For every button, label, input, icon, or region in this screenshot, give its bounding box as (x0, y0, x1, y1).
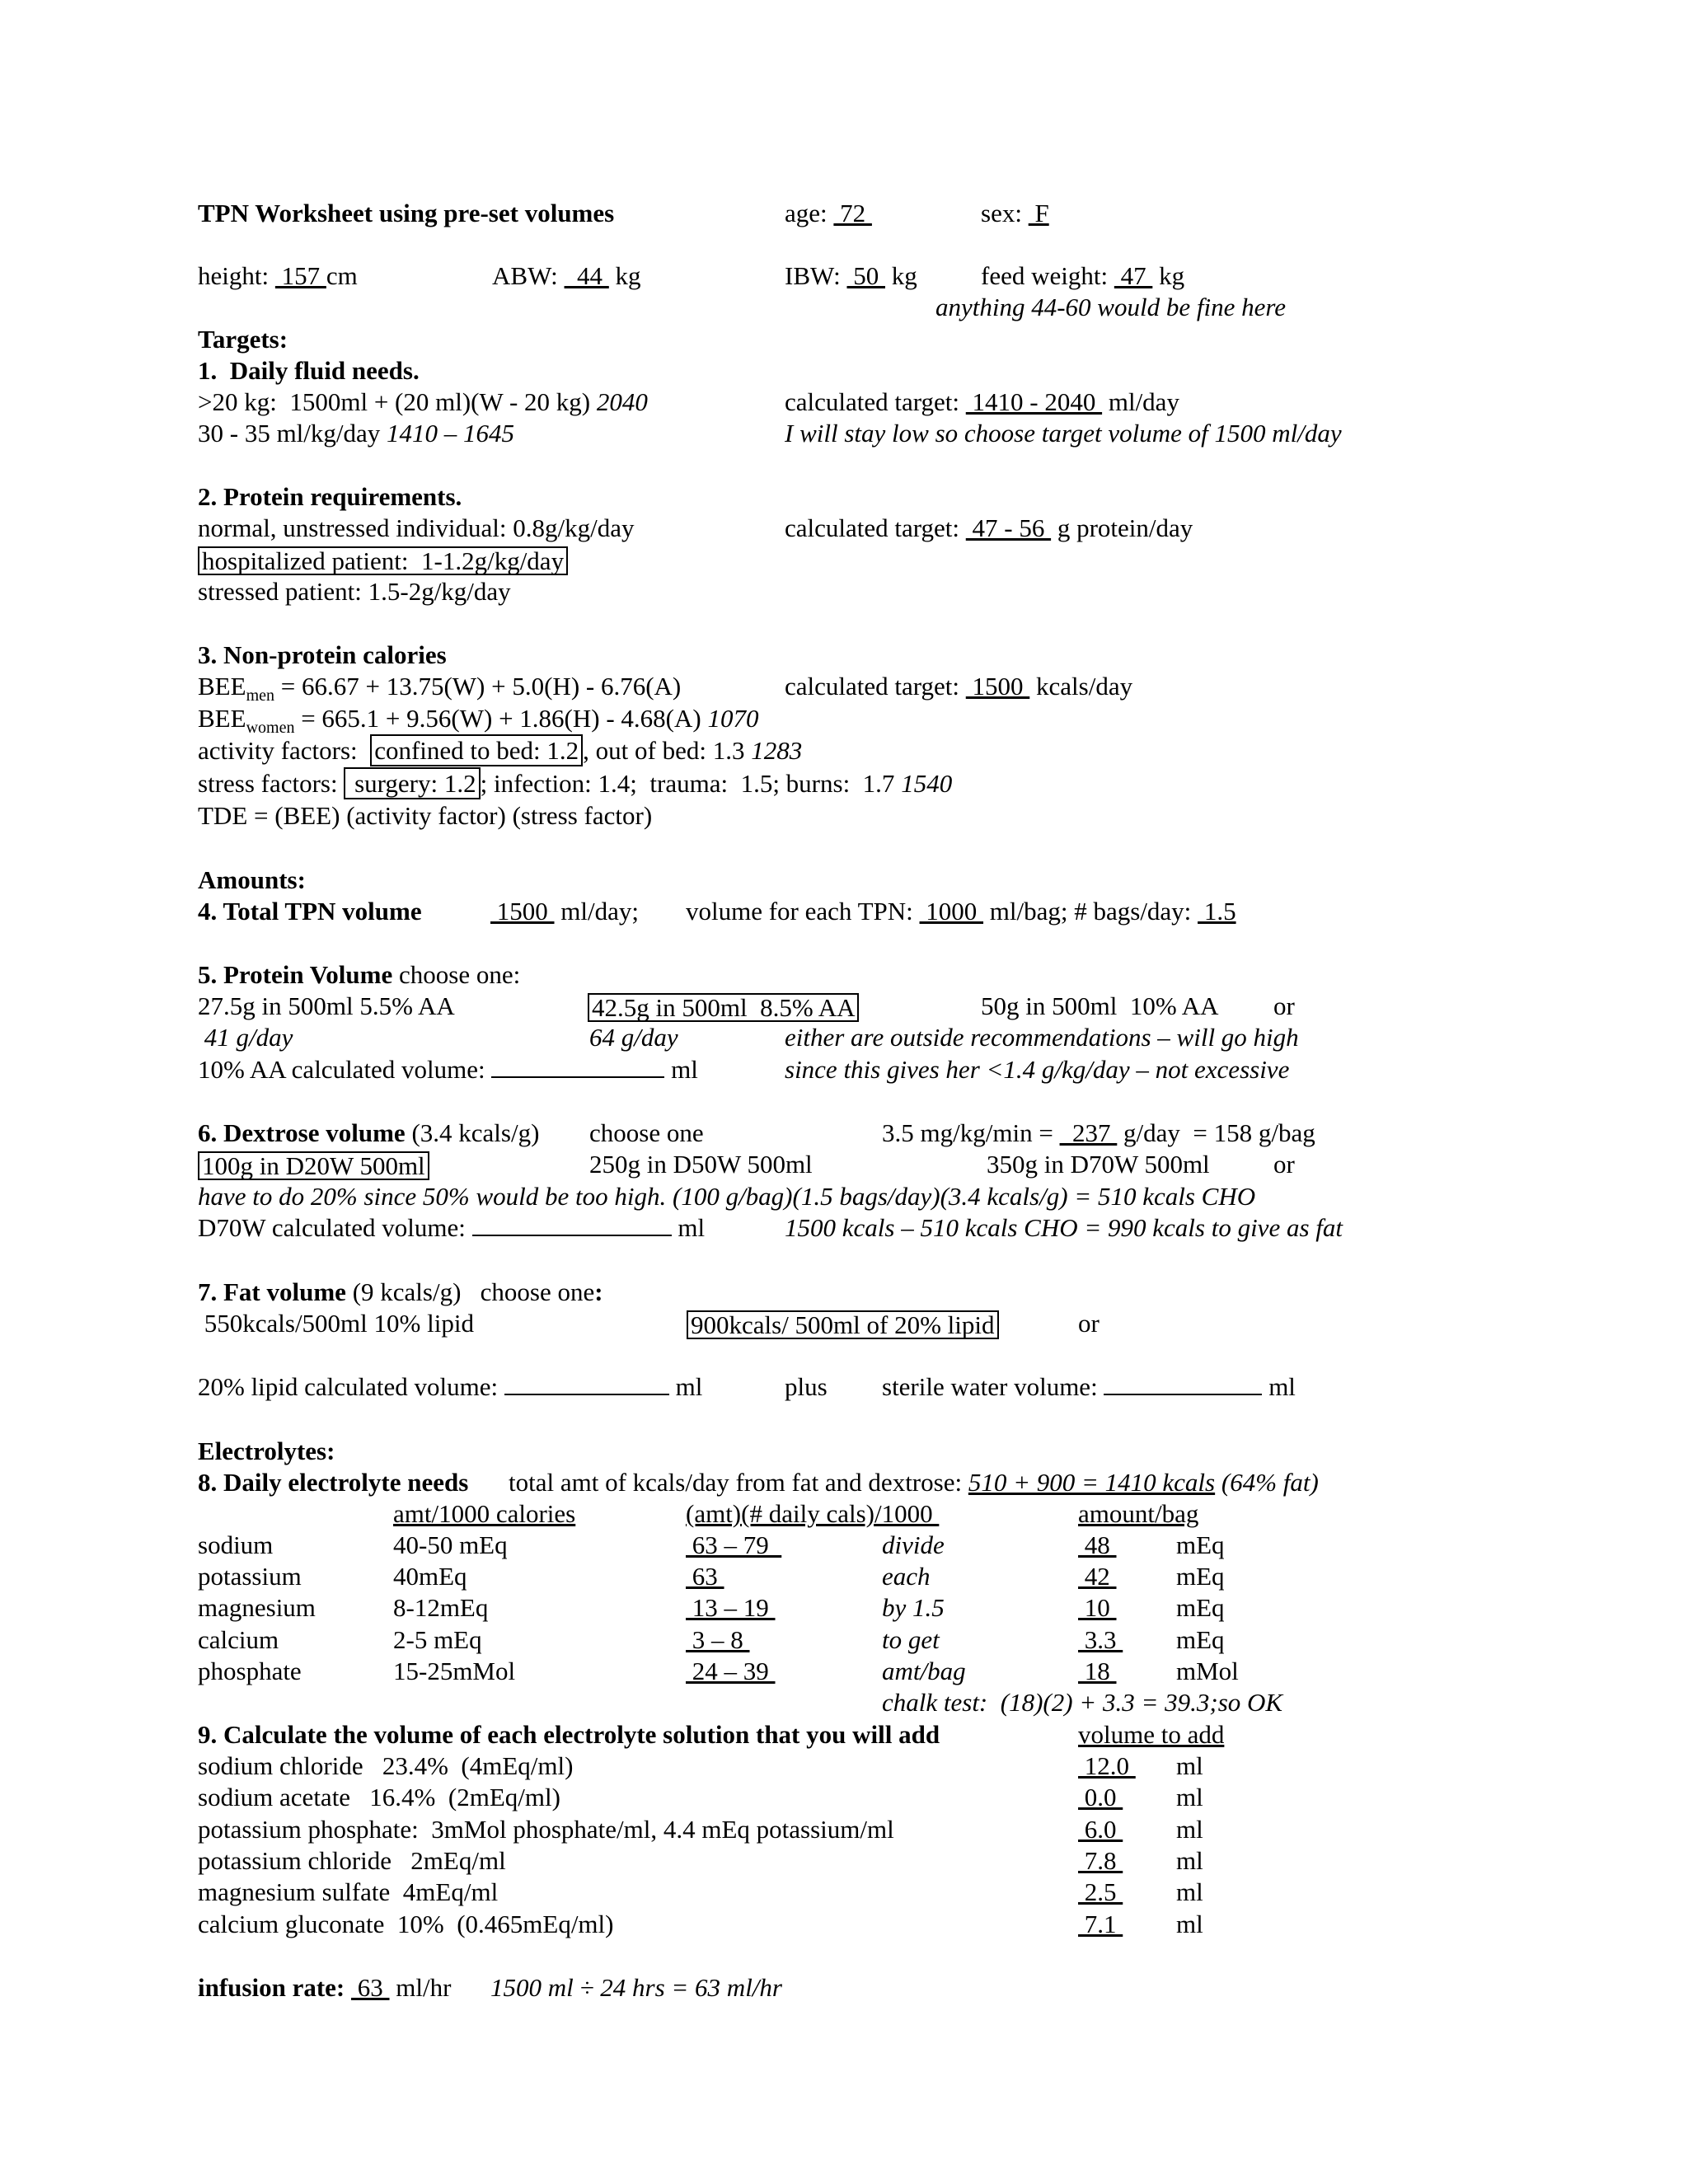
solutions-heading: 9. Calculate the volume of each electrolyte solution that you will add (198, 1720, 940, 1749)
solution-volume: 12.0 (1078, 1751, 1136, 1780)
electrolyte-per-bag: 42 (1078, 1562, 1117, 1591)
electrolyte-calc: 3 – 8 (686, 1625, 750, 1654)
aa-or: or (1273, 991, 1295, 1020)
dextrose-calculated-volume: D70W calculated volume: ml (198, 1213, 706, 1242)
bee-women-row (0, 705, 1688, 738)
npc-calculated-target: calculated target: 1500 kcals/day (785, 672, 1133, 701)
activity-row (0, 738, 1688, 771)
dextrose-choose: choose one (589, 1118, 704, 1147)
dextrose-rate: 3.5 mg/kg/min = 237 g/day = 158 g/bag (882, 1118, 1315, 1147)
fluid-calculated-target: calculated target: 1410 - 2040 ml/day (785, 387, 1179, 416)
activity-bed-selected: confined to bed: 1.2 (370, 734, 583, 766)
fluid-heading-row (0, 358, 1688, 391)
aa-option-5-5-per-day: 41 g/day (198, 1023, 293, 1052)
solution-unit: ml (1176, 1846, 1203, 1875)
electrolyte-per-bag: 3.3 (1078, 1625, 1123, 1654)
electrolyte-needs-row (0, 1469, 1688, 1502)
electrolyte-note: amt/bag (882, 1657, 966, 1685)
dextrose-note-1: have to do 20% since 50% would be too high. (100 g/bag)(1.5 bags/day)(3.4 kcals/g) = 510 kcals CHO (198, 1182, 1256, 1211)
tpn-volume-value: 1500 ml/day; (490, 897, 639, 926)
electrolyte-per-bag: 48 (1078, 1530, 1117, 1559)
electrolyte-note: to get (882, 1625, 940, 1654)
dextrose-d20w-selected: 100g in D20W 500ml (198, 1151, 429, 1180)
bee-men-formula: $BEE_{men} = 66.67 + 13.75(W) + 5.0(H) - 6.76(A)$ (198, 672, 682, 705)
feed-weight-note: anything 44-60 would be fine here (935, 293, 1287, 321)
dextrose-note-2: 1500 kcals – 510 kcals CHO = 990 kcals to give as fat (785, 1213, 1343, 1242)
worksheet-title: TPN Worksheet using pre-set volumes (198, 199, 615, 227)
weight-row (0, 263, 1688, 296)
aa-option-8-5-selected: 42.5g in 500ml 8.5% AA (588, 993, 859, 1022)
electrolyte-calc: 63 (686, 1562, 724, 1591)
protein-stressed-row (0, 579, 1688, 612)
tpn-volume-row (0, 898, 1688, 931)
electrolyte-unit: mEq (1176, 1625, 1225, 1654)
list-item (0, 1848, 1688, 1881)
list-item (0, 1879, 1688, 1912)
protein-normal: normal, unstressed individual: 0.8g/kg/day (198, 513, 635, 542)
fat-heading-row (0, 1279, 1688, 1312)
aa-note-1: either are outside recommendations – will go high (785, 1023, 1299, 1052)
fat-or: or (1078, 1309, 1100, 1338)
aa-option-5-5: 27.5g in 500ml 5.5% AA (198, 991, 455, 1020)
abw-field: ABW: 44 kg (492, 261, 641, 290)
infusion-row (0, 1975, 1688, 2008)
electrolyte-note: each (882, 1562, 931, 1591)
table-row (0, 1658, 1688, 1691)
fluid-heading: 1. Daily fluid needs. (198, 356, 420, 385)
aa-calc-row (0, 1057, 1688, 1090)
targets-heading: Targets: (198, 325, 288, 354)
electrolyte-unit: mEq (1176, 1562, 1225, 1591)
electrolytes-heading-row (0, 1438, 1688, 1471)
infusion-rate: infusion rate: 63 ml/hr (198, 1973, 452, 2002)
activity-factors: activity factors: confined to bed: 1.2 , out of bed: 1.3 1283 (198, 736, 803, 765)
title-row (0, 200, 1688, 233)
fluid-rule1-row (0, 389, 1688, 422)
solution-volume: 2.5 (1078, 1877, 1123, 1906)
npc-heading-row (0, 642, 1688, 675)
electrolyte-name: potassium (198, 1562, 302, 1591)
solution-name: potassium chloride 2mEq/ml (198, 1846, 506, 1875)
feed-weight-field: feed weight: 47 kg (981, 261, 1185, 290)
electrolyte-name: sodium (198, 1530, 274, 1559)
electrolytes-heading: Electrolytes: (198, 1436, 335, 1465)
fat-calculated-volume: 20% lipid calculated volume: ml (198, 1372, 703, 1401)
npc-heading: 3. Non-protein calories (198, 640, 447, 669)
fat-option-10: 550kcals/500ml 10% lipid (198, 1309, 474, 1338)
solution-volume: 7.1 (1078, 1910, 1123, 1938)
fluid-note: I will stay low so choose target volume of 1500 ml/day (785, 419, 1342, 448)
dextrose-options-row (0, 1151, 1688, 1184)
electrolyte-amt: 15-25mMol (393, 1657, 516, 1685)
col-daily-calc: (amt)(# daily cals)/1000 (686, 1499, 940, 1528)
solution-volume: 7.8 (1078, 1846, 1123, 1875)
electrolyte-unit: mMol (1176, 1657, 1239, 1685)
fat-heading: 7. Fat volume (9 kcals/g) choose one: (198, 1277, 603, 1306)
protein-hospital-row (0, 546, 1688, 579)
solution-name: sodium chloride 23.4% (4mEq/ml) (198, 1751, 574, 1780)
electrolyte-unit: mEq (1176, 1593, 1225, 1622)
table-row (0, 1563, 1688, 1596)
height-field: height: 157 cm (198, 261, 358, 290)
dextrose-heading-row (0, 1120, 1688, 1153)
infusion-note: 1500 ml ÷ 24 hrs = 63 ml/hr (490, 1973, 782, 2002)
stress-row (0, 771, 1688, 804)
solution-unit: ml (1176, 1783, 1203, 1811)
electrolyte-note: divide (882, 1530, 945, 1559)
solution-unit: ml (1176, 1815, 1203, 1844)
ibw-field: IBW: 50 kg (785, 261, 917, 290)
solution-volume: 0.0 (1078, 1783, 1123, 1811)
protein-stressed: stressed patient: 1.5-2g/kg/day (198, 577, 511, 606)
electrolyte-calc: 13 – 19 (686, 1593, 776, 1622)
feed-note-row (0, 294, 1688, 327)
stress-factors: stress factors: surgery: 1.2 ; infection: 1.4; trauma: 1.5; burns: 1.7 1540 (198, 769, 953, 798)
stress-surgery-selected: surgery: 1.2 (344, 767, 480, 799)
protein-normal-row (0, 515, 1688, 548)
fat-options-row (0, 1310, 1688, 1343)
protein-heading-row (0, 484, 1688, 517)
dextrose-d70w: 350g in D70W 500ml (987, 1150, 1210, 1179)
solution-unit: ml (1176, 1910, 1203, 1938)
table-row (0, 1627, 1688, 1660)
aa-options-row (0, 993, 1688, 1026)
electrolyte-needs-heading: 8. Daily electrolyte needs (198, 1468, 469, 1497)
solution-name: calcium gluconate 10% (0.465mEq/ml) (198, 1910, 614, 1938)
solution-unit: ml (1176, 1751, 1203, 1780)
electrolyte-calc: 24 – 39 (686, 1657, 776, 1685)
solutions-heading-row (0, 1722, 1688, 1755)
protein-heading: 2. Protein requirements. (198, 482, 462, 511)
bee-women-formula: $BEE_{women} = 665.1 + 9.56(W) + 1.86(H) - 4.68(A)$ 1070 (198, 704, 759, 738)
targets-heading-row (0, 326, 1688, 359)
fat-calc-row (0, 1374, 1688, 1407)
solution-name: sodium acetate 16.4% (2mEq/ml) (198, 1783, 560, 1811)
electrolyte-columns-row (0, 1501, 1688, 1534)
electrolyte-amt: 40mEq (393, 1562, 467, 1591)
list-item (0, 1911, 1688, 1944)
electrolyte-name: magnesium (198, 1593, 316, 1622)
electrolyte-per-bag: 10 (1078, 1593, 1117, 1622)
list-item (0, 1753, 1688, 1786)
protein-volume-heading: 5. Protein Volume choose one: (198, 960, 521, 989)
col-volume-to-add: volume to add (1078, 1720, 1225, 1749)
tde-formula: TDE = (BEE) (activity factor) (stress factor) (198, 801, 653, 830)
sterile-water-volume: sterile water volume: ml (882, 1372, 1296, 1401)
dextrose-heading: 6. Dextrose volume (3.4 kcals/g) (198, 1118, 540, 1147)
tpn-volume-label: 4. Total TPN volume (198, 897, 422, 926)
chalk-test-row (0, 1690, 1688, 1722)
protein-calculated-target: calculated target: 47 - 56 g protein/day (785, 513, 1193, 542)
solution-unit: ml (1176, 1877, 1203, 1906)
table-row (0, 1532, 1688, 1565)
fluid-rule-2: 30 - 35 ml/kg/day 1410 – 1645 (198, 419, 515, 448)
aa-option-10: 50g in 500ml 10% AA (981, 991, 1219, 1020)
electrolyte-name: phosphate (198, 1657, 302, 1685)
dextrose-or: or (1273, 1150, 1295, 1179)
electrolyte-unit: mEq (1176, 1530, 1225, 1559)
col-amount-per-bag: amount/bag (1078, 1499, 1199, 1528)
dextrose-calc-row (0, 1215, 1688, 1248)
col-amt-per-1000: amt/1000 calories (393, 1499, 576, 1528)
chalk-test: chalk test: (18)(2) + 3.3 = 39.3;so OK (882, 1688, 1283, 1717)
electrolyte-name: calcium (198, 1625, 279, 1654)
aa-calculated-volume: 10% AA calculated volume: ml (198, 1055, 698, 1084)
electrolyte-amt: 2-5 mEq (393, 1625, 482, 1654)
amounts-heading-row (0, 867, 1688, 900)
list-item (0, 1816, 1688, 1849)
protein-hospitalized-selected: hospitalized patient: 1-1.2g/kg/day (198, 546, 568, 575)
electrolyte-amt: 8-12mEq (393, 1593, 489, 1622)
aa-option-8-5-per-day: 64 g/day (589, 1023, 678, 1052)
solution-name: magnesium sulfate 4mEq/ml (198, 1877, 499, 1906)
electrolyte-note: by 1.5 (882, 1593, 945, 1622)
fluid-rule2-row (0, 420, 1688, 453)
fat-option-20-selected: 900kcals/ 500ml of 20% lipid (687, 1310, 999, 1339)
aa-note-2: since this gives her <1.4 g/kg/day – not excessive (785, 1055, 1290, 1084)
electrolyte-amt: 40-50 mEq (393, 1530, 508, 1559)
electrolyte-calc: 63 – 79 (686, 1530, 782, 1559)
solution-volume: 6.0 (1078, 1815, 1123, 1844)
sex-field: sex: F (981, 199, 1049, 227)
protein-volume-heading-row (0, 962, 1688, 995)
table-row (0, 1595, 1688, 1628)
fat-plus: plus (785, 1372, 828, 1401)
aa-per-day-row (0, 1024, 1688, 1057)
electrolyte-kcal-total: total amt of kcals/day from fat and dextrose: 510 + 900 = 1410 kcals (64% fat) (509, 1468, 1319, 1497)
solution-name: potassium phosphate: 3mMol phosphate/ml, 4.4 mEq potassium/ml (198, 1815, 894, 1844)
electrolyte-per-bag: 18 (1078, 1657, 1117, 1685)
dextrose-d50w: 250g in D50W 500ml (589, 1150, 813, 1179)
list-item (0, 1784, 1688, 1817)
age-field: age: 72 (785, 199, 872, 227)
dextrose-note-row (0, 1183, 1688, 1216)
volume-per-bag: volume for each TPN: 1000 ml/bag; # bags/day: 1.5 (686, 897, 1236, 926)
bee-men-row (0, 673, 1688, 706)
amounts-heading: Amounts: (198, 865, 306, 894)
fluid-rule-1: >20 kg: 1500ml + (20 ml)(W - 20 kg) 2040 (198, 387, 648, 416)
tde-row (0, 803, 1688, 836)
